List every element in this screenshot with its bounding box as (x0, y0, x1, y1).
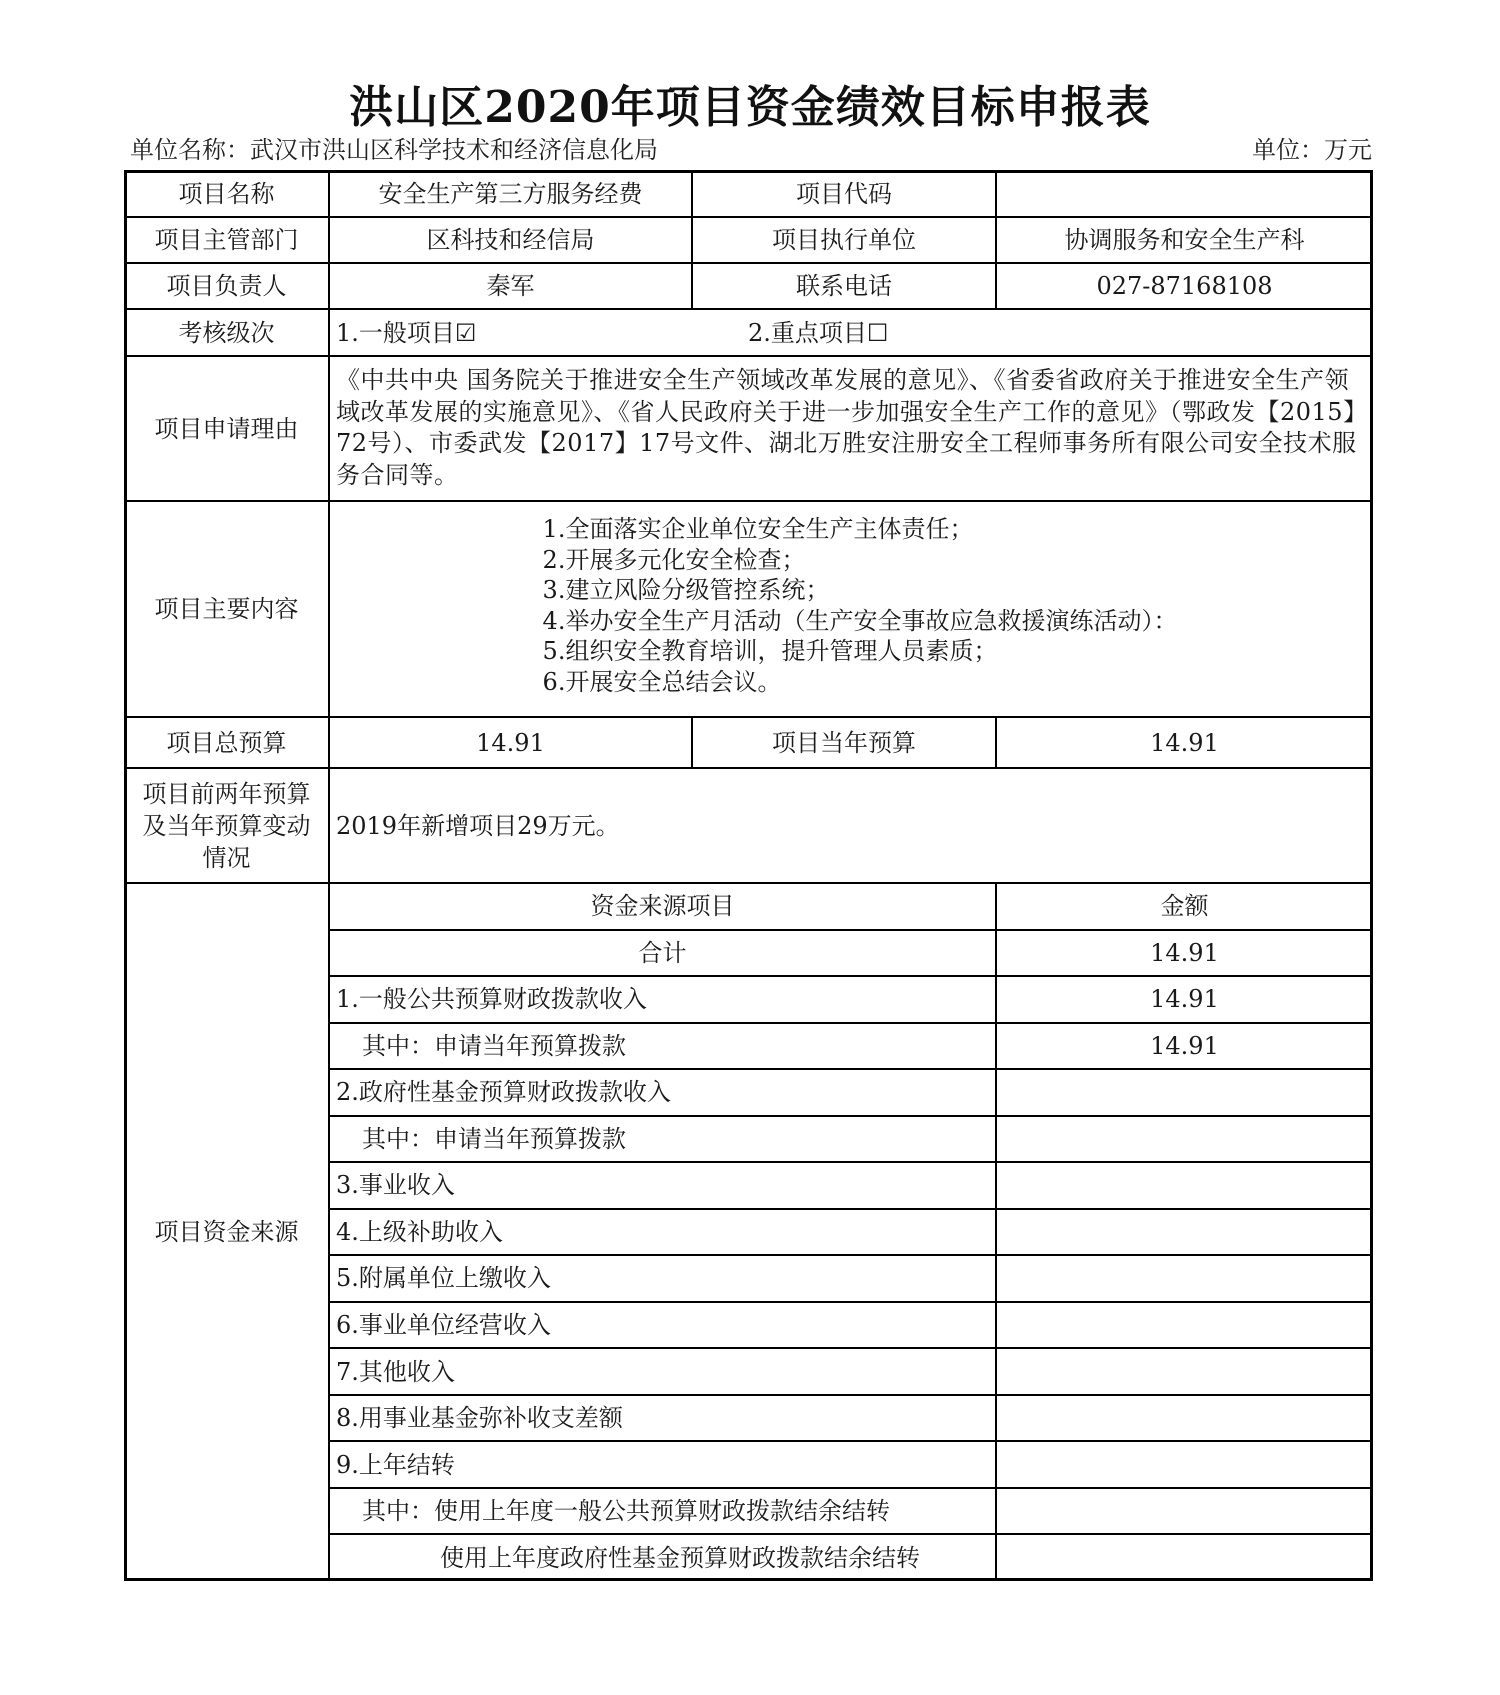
level-option-key[interactable] (748, 318, 888, 348)
funds-row-amount (996, 1441, 1373, 1488)
previous-label-line: 及当年预算变动 (142, 811, 311, 840)
dept-value: 区科技和经信局 (329, 217, 692, 263)
content-item: 1.全面落实企业单位安全生产主体责任； (542, 515, 974, 543)
funds-row-amount (996, 1534, 1373, 1581)
unchecked-checkbox-icon[interactable]: ☐ (866, 318, 889, 347)
funds-row-amount: 14.91 (996, 976, 1373, 1023)
funds-row-label: 7.其他收入 (329, 1348, 996, 1395)
funds-row-label: 使用上年度政府性基金预算财政拨款结余结转 (329, 1534, 996, 1581)
reason-label: 项目申请理由 (124, 356, 329, 501)
level-label: 考核级次 (124, 309, 329, 356)
project-name-label: 项目名称 (124, 170, 329, 217)
previous-budget-label (124, 768, 329, 883)
project-code-value (996, 170, 1373, 217)
funds-row-label: 1.一般公共预算财政拨款收入 (329, 976, 996, 1023)
previous-label-line: 情况 (202, 843, 251, 872)
project-name-value: 安全生产第三方服务经费 (329, 170, 692, 217)
unit-name: 单位名称：武汉市洪山区科学技术和经济信息化局 (130, 136, 658, 164)
funds-row-amount (996, 1348, 1373, 1395)
content-item: 2.开展多元化安全检查； (542, 545, 806, 574)
currency-unit: 单位：万元 (1252, 136, 1372, 164)
year-budget-value: 14.91 (996, 717, 1373, 768)
funds-row-label: 其中：使用上年度一般公共预算财政拨款结余结转 (329, 1488, 996, 1535)
exec-unit-label: 项目执行单位 (692, 217, 996, 263)
funds-row-label: 2.政府性基金预算财政拨款收入 (329, 1069, 996, 1116)
funds-row-amount (996, 1209, 1373, 1256)
content-list (525, 502, 1178, 697)
project-code-label: 项目代码 (692, 170, 996, 217)
level-option-general[interactable] (336, 318, 476, 348)
funds-label: 项目资金来源 (124, 883, 329, 1581)
dept-label: 项目主管部门 (124, 217, 329, 263)
content-item: 6.开展安全总结会议。 (542, 667, 782, 696)
phone-label: 联系电话 (692, 263, 996, 309)
funds-row-label: 4.上级补助收入 (329, 1209, 996, 1256)
reason-cell (329, 356, 1373, 501)
funds-row-label: 3.事业收入 (329, 1162, 996, 1209)
level-option-general-label: 1.一般项目 (336, 318, 455, 347)
content-label: 项目主要内容 (124, 501, 329, 717)
year-budget-label: 项目当年预算 (692, 717, 996, 768)
funds-row-amount (996, 1395, 1373, 1442)
content-cell (329, 501, 1373, 717)
previous-budget-text: 2019年新增项目29万元。 (329, 768, 1373, 883)
leader-label: 项目负责人 (124, 263, 329, 309)
funds-row-label: 5.附属单位上缴收入 (329, 1255, 996, 1302)
funds-row-amount (996, 1116, 1373, 1163)
funds-row-label: 合计 (329, 930, 996, 977)
level-option-key-label: 2.重点项目 (748, 318, 867, 347)
phone-value: 027-87168108 (996, 263, 1373, 309)
content-item: 3.建立风险分级管控系统； (542, 576, 830, 604)
content-item: 4.举办安全生产月活动（生产安全事故应急救援演练活动）： (542, 606, 1178, 635)
funds-row-label: 9.上年结转 (329, 1441, 996, 1488)
funds-row-amount (996, 1302, 1373, 1349)
funds-header-amount: 金额 (996, 883, 1373, 930)
level-options (329, 309, 1373, 356)
previous-label-line: 项目前两年预算 (142, 779, 311, 808)
funds-row-amount (996, 1069, 1373, 1116)
funds-row-amount (996, 1488, 1373, 1535)
funds-row-amount (996, 1255, 1373, 1302)
total-budget-value: 14.91 (329, 717, 692, 768)
funds-row-label: 其中：申请当年预算拨款 (329, 1116, 996, 1163)
reason-text: 《中共中央 国务院关于推进安全生产领域改革发展的意见》、《省委省政府关于推进安全生产领域改革发展的实施意见》、《省人民政府关于进一步加强安全生产工作的意见》（鄂政发【2015】72号）、市委武发【2017】17号文件、湖北万胜安注册安全工程师事务所有限公司安全技术服务合同等。 (336, 366, 1357, 489)
funds-row-amount: 14.91 (996, 1023, 1373, 1070)
checked-checkbox-icon[interactable]: ☑ (454, 318, 477, 347)
leader-value: 秦军 (329, 263, 692, 309)
form-title: 洪山区2020年项目资金绩效目标申报表 (349, 82, 1151, 133)
total-budget-label: 项目总预算 (124, 717, 329, 768)
funds-header-source: 资金来源项目 (329, 883, 996, 930)
content-item: 5.组织安全教育培训，提升管理人员素质； (542, 637, 998, 665)
funds-row-amount: 14.91 (996, 930, 1373, 977)
funds-row-amount (996, 1162, 1373, 1209)
funds-row-label: 其中：申请当年预算拨款 (329, 1023, 996, 1070)
funds-row-label: 6.事业单位经营收入 (329, 1302, 996, 1349)
funds-row-label: 8.用事业基金弥补收支差额 (329, 1395, 996, 1442)
exec-unit-value: 协调服务和安全生产科 (996, 217, 1373, 263)
